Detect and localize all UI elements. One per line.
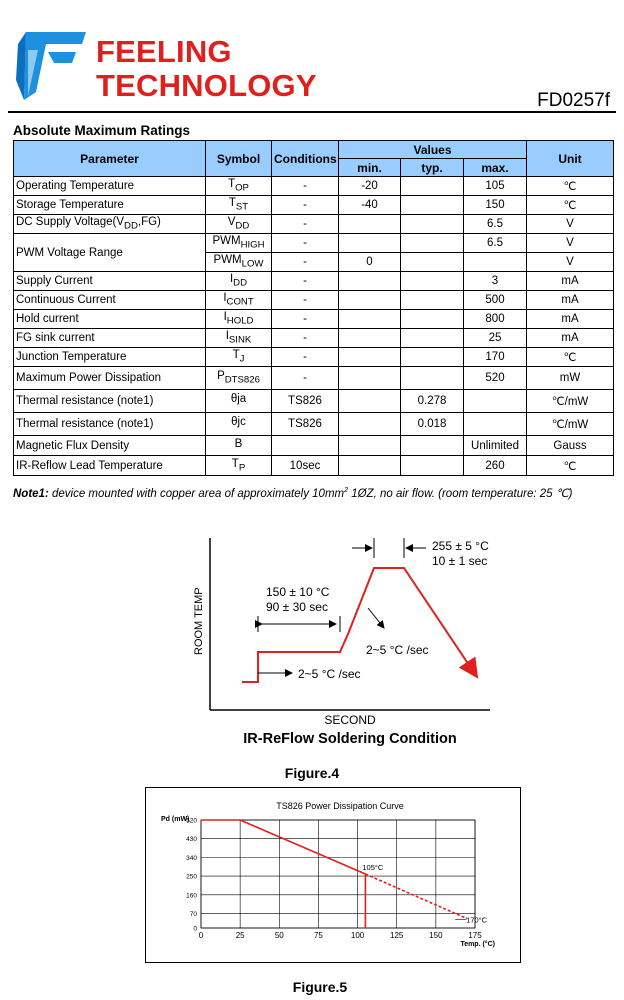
table-row bbox=[14, 234, 614, 253]
param-cell: Supply Current bbox=[14, 272, 206, 291]
figure4-caption: Figure.4 bbox=[284, 765, 340, 781]
company-logo bbox=[12, 30, 88, 102]
table-row bbox=[14, 310, 614, 329]
condition-cell: TS826 bbox=[272, 413, 339, 436]
param-cell: DC Supply $Voltage(V_{DD},FG)$ bbox=[14, 215, 206, 234]
table-row bbox=[14, 177, 614, 196]
min-cell bbox=[339, 329, 401, 348]
unit-cell: Gauss bbox=[527, 436, 614, 456]
chart-y-label: Pd (mW) bbox=[161, 816, 190, 823]
table-row bbox=[14, 436, 614, 456]
document-id: FD0257f bbox=[537, 90, 610, 111]
max-cell bbox=[464, 253, 527, 272]
condition-cell bbox=[272, 436, 339, 456]
x-tick-label: 0 bbox=[198, 931, 204, 940]
symbol-cell: $I_{SINK}$ bbox=[206, 329, 272, 348]
condition-cell: - bbox=[272, 177, 339, 196]
table-row bbox=[14, 348, 614, 367]
symbol-cell: B bbox=[206, 436, 272, 456]
header-unit: Unit bbox=[527, 141, 614, 177]
x-axis-label: SECOND bbox=[324, 713, 376, 727]
symbol-cell: $PWM_{HIGH}$ bbox=[206, 234, 272, 253]
param-cell: FG sink current bbox=[14, 329, 206, 348]
header-conditions: Conditions bbox=[272, 141, 339, 177]
condition-cell: - bbox=[272, 234, 339, 253]
max-cell: 6.5 bbox=[464, 234, 527, 253]
typ-cell bbox=[401, 215, 464, 234]
y-tick-label: 160 bbox=[186, 892, 197, 900]
table-row bbox=[14, 390, 614, 413]
unit-cell: V bbox=[527, 234, 614, 253]
reflow-title: IR-ReFlow Soldering Condition bbox=[243, 731, 457, 747]
unit-cell: ℃ bbox=[527, 196, 614, 215]
condition-cell: - bbox=[272, 272, 339, 291]
max-cell: 170 bbox=[464, 348, 527, 367]
symbol-cell: $PWM_{LOW}$ bbox=[206, 253, 272, 272]
min-cell bbox=[339, 348, 401, 367]
typ-cell bbox=[401, 348, 464, 367]
unit-cell: mA bbox=[527, 291, 614, 310]
feeling-logo-icon bbox=[12, 30, 88, 102]
header-divider bbox=[8, 111, 616, 113]
min-cell bbox=[339, 234, 401, 253]
typ-cell: 0.278 bbox=[401, 390, 464, 413]
table-row bbox=[14, 196, 614, 215]
table-row bbox=[14, 413, 614, 436]
peak-temp-label: 255 ± 5 °C bbox=[432, 539, 489, 553]
min-cell bbox=[339, 367, 401, 390]
condition-cell: 10sec bbox=[272, 456, 339, 476]
condition-cell: TS826 bbox=[272, 390, 339, 413]
y-tick-label: 250 bbox=[186, 873, 197, 881]
typ-cell bbox=[401, 253, 464, 272]
x-tick-label: 125 bbox=[390, 931, 404, 940]
ramp-down-arrow bbox=[368, 608, 384, 628]
param-cell: Maximum Power Dissipation bbox=[14, 367, 206, 390]
chart-title: TS826 Power Dissipation Curve bbox=[276, 801, 404, 811]
unit-cell: ℃ bbox=[527, 456, 614, 476]
typ-cell bbox=[401, 456, 464, 476]
x-tick-label: 175 bbox=[468, 931, 482, 940]
x-tick-label: 100 bbox=[350, 931, 365, 940]
power-dissipation-chart bbox=[145, 787, 521, 963]
x-tick-label: 25 bbox=[235, 931, 245, 940]
y-tick-label: 430 bbox=[186, 836, 197, 844]
brand-line-2: TECHNOLOGY bbox=[96, 68, 317, 103]
unit-cell: mA bbox=[527, 310, 614, 329]
max-cell bbox=[464, 413, 527, 436]
typ-cell bbox=[401, 310, 464, 329]
min-cell bbox=[339, 436, 401, 456]
header-values: Values bbox=[339, 141, 527, 159]
absolute-maximum-ratings-table bbox=[13, 140, 614, 476]
typ-cell bbox=[401, 234, 464, 253]
param-cell: Magnetic Flux Density bbox=[14, 436, 206, 456]
table-row bbox=[14, 456, 614, 476]
unit-cell: mA bbox=[527, 329, 614, 348]
symbol-cell: $T_{ST}$ bbox=[206, 196, 272, 215]
soak-temp-label: 150 ± 10 °C bbox=[266, 585, 330, 599]
symbol-cell: θja bbox=[206, 390, 272, 413]
chart-x-label: Temp. (°C) bbox=[460, 941, 495, 948]
param-cell: PWM Voltage Range bbox=[14, 234, 206, 272]
peak-time-label: 10 ± 1 sec bbox=[432, 554, 488, 568]
min-cell bbox=[339, 390, 401, 413]
param-cell: Continuous Current bbox=[14, 291, 206, 310]
unit-cell: ℃ bbox=[527, 177, 614, 196]
symbol-cell: $P_{DTS826}$ bbox=[206, 367, 272, 390]
table-row bbox=[14, 367, 614, 390]
param-cell: Thermal resistance (note1) bbox=[14, 390, 206, 413]
max-cell: 25 bbox=[464, 329, 527, 348]
section-title: Absolute Maximum Ratings bbox=[13, 123, 191, 138]
min-cell bbox=[339, 215, 401, 234]
x-tick-label: 75 bbox=[313, 931, 323, 940]
header-parameter: Parameter bbox=[14, 141, 206, 177]
table-row bbox=[14, 272, 614, 291]
table-footnote: Note1: device mounted with copper area of approximately $10mm^2$ 1ØZ, no air flow. (room temperature: 25 ℃) bbox=[13, 487, 573, 500]
header-min: min. bbox=[339, 159, 401, 177]
reflow-profile-diagram bbox=[180, 530, 500, 730]
symbol-cell: $T_{OP}$ bbox=[206, 177, 272, 196]
header-symbol: Symbol bbox=[206, 141, 272, 177]
max-cell bbox=[464, 390, 527, 413]
typ-cell: 0.018 bbox=[401, 413, 464, 436]
table-row bbox=[14, 329, 614, 348]
table-row bbox=[14, 215, 614, 234]
min-cell bbox=[339, 310, 401, 329]
header-max: max. bbox=[464, 159, 527, 177]
figure5-caption: Figure.5 bbox=[292, 979, 348, 995]
soak-time-label: 90 ± 30 sec bbox=[266, 600, 328, 614]
unit-cell: mA bbox=[527, 272, 614, 291]
x-tick-label: 150 bbox=[429, 931, 443, 940]
ramp-down-label: 2~5 °C /sec bbox=[366, 643, 429, 657]
unit-cell: ℃ bbox=[527, 348, 614, 367]
condition-cell: - bbox=[272, 348, 339, 367]
symbol-cell: $V_{DD}$ bbox=[206, 215, 272, 234]
x-tick-label: 50 bbox=[274, 931, 284, 940]
min-cell bbox=[339, 413, 401, 436]
max-cell: 520 bbox=[464, 367, 527, 390]
y-tick-label: 70 bbox=[189, 910, 197, 918]
param-cell: Hold current bbox=[14, 310, 206, 329]
symbol-cell: $I_{DD}$ bbox=[206, 272, 272, 291]
max-cell: 260 bbox=[464, 456, 527, 476]
typ-cell bbox=[401, 436, 464, 456]
note-label: Note1: bbox=[13, 488, 49, 500]
typ-cell bbox=[401, 329, 464, 348]
symbol-cell: $I_{CONT}$ bbox=[206, 291, 272, 310]
param-cell: Operating Temperature bbox=[14, 177, 206, 196]
min-cell: 0 bbox=[339, 253, 401, 272]
unit-cell: ℃/mW bbox=[527, 413, 614, 436]
typ-cell bbox=[401, 367, 464, 390]
param-cell: Thermal resistance (note1) bbox=[14, 413, 206, 436]
y-tick-label: 340 bbox=[186, 854, 197, 862]
symbol-cell: $I_{HOLD}$ bbox=[206, 310, 272, 329]
y-axis-label: ROOM TEMP bbox=[193, 587, 205, 655]
symbol-cell: $T_P$ bbox=[206, 456, 272, 476]
ramp-up-label: 2~5 °C /sec bbox=[298, 667, 361, 681]
typ-cell bbox=[401, 291, 464, 310]
max-cell: 150 bbox=[464, 196, 527, 215]
max-cell: 3 bbox=[464, 272, 527, 291]
typ-cell bbox=[401, 272, 464, 291]
symbol-cell: θjc bbox=[206, 413, 272, 436]
max-cell: 6.5 bbox=[464, 215, 527, 234]
symbol-cell: $T_J$ bbox=[206, 348, 272, 367]
unit-cell: ℃/mW bbox=[527, 390, 614, 413]
param-cell: Storage Temperature bbox=[14, 196, 206, 215]
param-cell: IR-Reflow Lead Temperature bbox=[14, 456, 206, 476]
condition-cell: - bbox=[272, 329, 339, 348]
min-cell: -20 bbox=[339, 177, 401, 196]
table-header-row bbox=[14, 141, 614, 159]
typ-cell bbox=[401, 196, 464, 215]
min-cell: -40 bbox=[339, 196, 401, 215]
param-cell: Junction Temperature bbox=[14, 348, 206, 367]
condition-cell: - bbox=[272, 310, 339, 329]
max-cell: 105 bbox=[464, 177, 527, 196]
y-tick-label: 520 bbox=[186, 817, 197, 825]
unit-cell: V bbox=[527, 215, 614, 234]
typ-cell bbox=[401, 177, 464, 196]
annotation-170c: 170°C bbox=[466, 915, 488, 925]
max-cell: 500 bbox=[464, 291, 527, 310]
max-cell: Unlimited bbox=[464, 436, 527, 456]
condition-cell: - bbox=[272, 215, 339, 234]
brand-line-1: FEELING bbox=[96, 34, 232, 69]
table-row bbox=[14, 291, 614, 310]
header-typ: typ. bbox=[401, 159, 464, 177]
unit-cell: mW bbox=[527, 367, 614, 390]
condition-cell: - bbox=[272, 253, 339, 272]
min-cell bbox=[339, 456, 401, 476]
max-cell: 800 bbox=[464, 310, 527, 329]
y-tick-label: 0 bbox=[193, 925, 197, 933]
annotation-105c: 105°C bbox=[362, 863, 384, 872]
unit-cell: V bbox=[527, 253, 614, 272]
condition-cell: - bbox=[272, 291, 339, 310]
min-cell bbox=[339, 272, 401, 291]
min-cell bbox=[339, 291, 401, 310]
condition-cell: - bbox=[272, 196, 339, 215]
condition-cell: - bbox=[272, 367, 339, 390]
